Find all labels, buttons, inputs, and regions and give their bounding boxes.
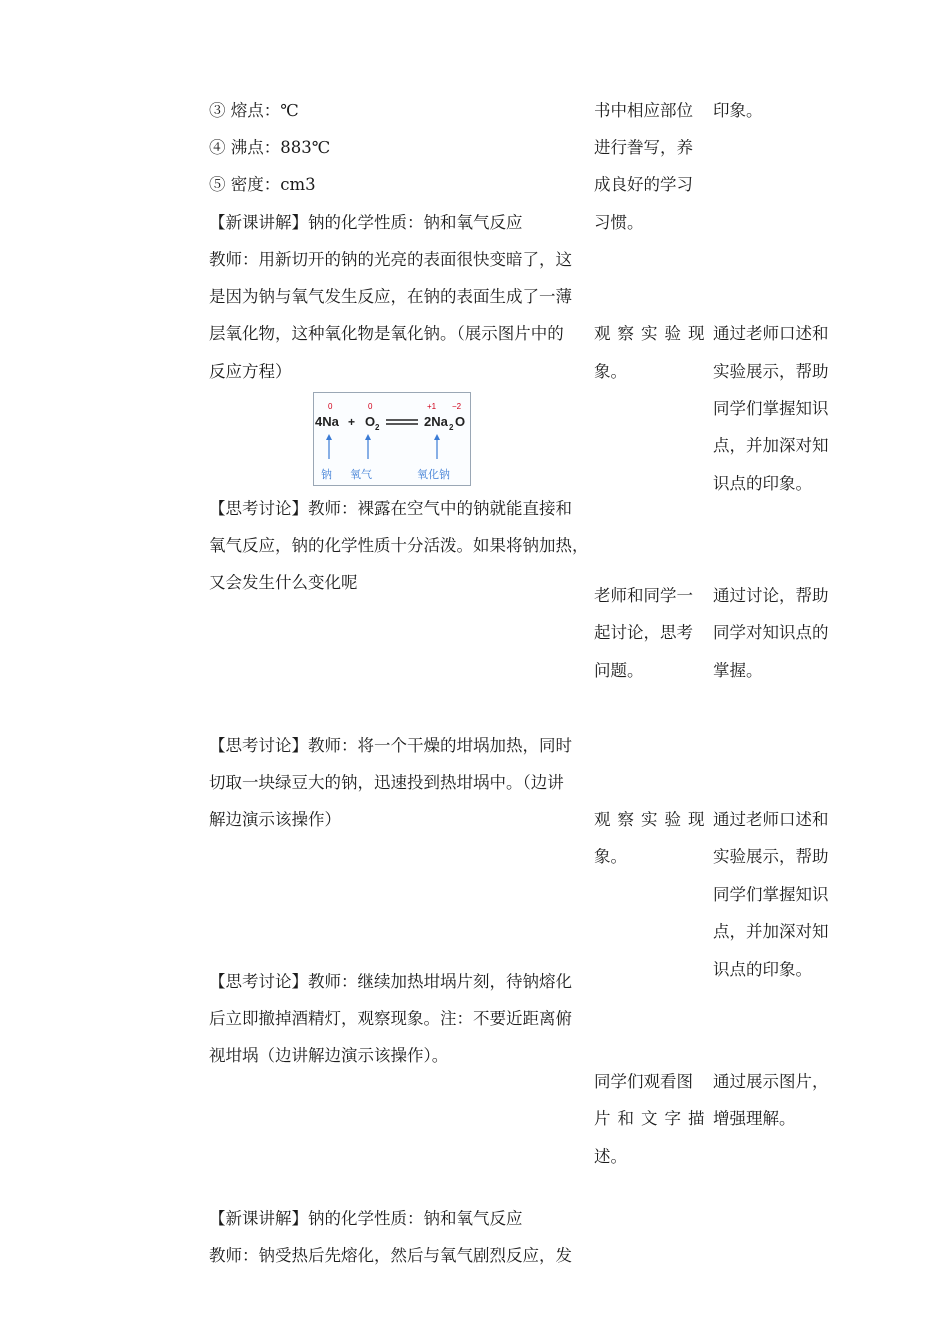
student-activity-line: 象。 (594, 362, 627, 381)
design-intent-line: 点，并加深对知 (713, 436, 829, 455)
design-intent-line: 同学们掌握知识 (713, 399, 829, 418)
design-intent-line: 实验展示，帮助 (713, 847, 829, 866)
section1-line: 反应方程） (209, 362, 292, 381)
discussion2-line: 【思考讨论】教师：将一个干燥的坩埚加热，同时 (209, 736, 572, 755)
student-activity-line: 观察实验现 (594, 810, 712, 829)
design-intent-line: 通过讨论，帮助 (713, 586, 829, 605)
design-intent-line: 识点的印象。 (713, 960, 812, 979)
discussion1-line: 又会发生什么变化呢 (209, 573, 358, 592)
equation-plus: + (348, 415, 356, 429)
design-intent-line: 同学对知识点的 (713, 623, 829, 642)
label-na2o: 氧化钠 (417, 469, 450, 481)
arrow-o2-head (365, 434, 371, 440)
oxidation-state-na-plus: +1 (427, 402, 437, 411)
discussion1-line: 氧气反应，钠的化学性质十分活泼。如果将钠加热， (209, 536, 589, 555)
arrow-na-head (326, 434, 332, 440)
label-o2: 氧气 (350, 469, 372, 481)
design-intent-line: 通过老师口述和 (713, 324, 829, 343)
section1-heading: 【新课讲解】钠的化学性质：钠和氧气反应 (209, 213, 523, 232)
discussion2-line: 解边演示该操作） (209, 810, 341, 829)
section2-heading: 【新课讲解】钠的化学性质：钠和氧气反应 (209, 1209, 523, 1228)
arrow-na2o-head (434, 434, 440, 440)
student-activity-line: 习惯。 (594, 213, 644, 232)
student-activity-line: 观察实验现 (594, 324, 712, 343)
discussion3-line: 后立即撤掉酒精灯，观察现象。注：不要近距离俯 (209, 1009, 572, 1028)
design-intent-line: 印象。 (713, 101, 763, 120)
discussion3-line: 视坩埚（边讲解边演示该操作）。 (209, 1046, 449, 1065)
design-intent-line: 识点的印象。 (713, 474, 812, 493)
oxidation-state-na: 0 (328, 402, 333, 411)
design-intent-line: 掌握。 (713, 661, 763, 680)
student-activity-line: 成良好的学习 (594, 175, 693, 194)
melting-point-line: ③ 熔点：℃ (209, 101, 299, 120)
oxidation-state-o-minus: −2 (452, 402, 462, 411)
oxidation-state-o: 0 (368, 402, 373, 411)
student-activity-line: 述。 (594, 1147, 627, 1166)
discussion2-line: 切取一块绿豆大的钠，迅速投到热坩埚中。（边讲 (209, 773, 564, 792)
section1-line: 是因为钠与氧气发生反应，在钠的表面生成了一薄 (209, 287, 572, 306)
student-activity-line: 书中相应部位 (594, 101, 693, 120)
student-activity-line: 起讨论，思考 (594, 623, 693, 642)
equation-o2-sub: 2 (375, 423, 380, 432)
design-intent-line: 点，并加深对知 (713, 922, 829, 941)
density-line: ⑤ 密度：cm3 (209, 175, 316, 194)
student-activity-line: 同学们观看图 (594, 1072, 693, 1091)
equation-na2-sub: 2 (449, 423, 454, 432)
equation-2na: 2Na (424, 414, 448, 429)
equation-o2: O (365, 414, 376, 429)
design-intent-line: 通过老师口述和 (713, 810, 829, 829)
design-intent-line: 通过展示图片， (713, 1072, 829, 1091)
student-activity-line: 片和文字描 (594, 1109, 712, 1128)
student-activity-line: 象。 (594, 847, 627, 866)
equation-4na: 4Na (315, 414, 339, 429)
discussion1-line: 【思考讨论】教师：裸露在空气中的钠就能直接和 (209, 499, 572, 518)
student-activity-line: 进行誊写，养 (594, 138, 693, 157)
reaction-equation-figure (313, 392, 471, 486)
design-intent-line: 实验展示，帮助 (713, 362, 829, 381)
design-intent-line: 同学们掌握知识 (713, 885, 829, 904)
label-na: 钠 (321, 469, 332, 481)
discussion3-line: 【思考讨论】教师：继续加热坩埚片刻，待钠熔化 (209, 972, 572, 991)
section2-line: 教师：钠受热后先熔化，然后与氧气剧烈反应，发 (209, 1246, 572, 1265)
section1-line: 教师：用新切开的钠的光亮的表面很快变暗了，这 (209, 250, 572, 269)
design-intent-line: 增强理解。 (713, 1109, 796, 1128)
student-activity-line: 问题。 (594, 661, 644, 680)
student-activity-line: 老师和同学一 (594, 586, 693, 605)
equation-o: O (455, 414, 466, 429)
section1-line: 层氧化物，这种氧化物是氧化钠。（展示图片中的 (209, 324, 564, 343)
boiling-point-line: ④ 沸点：883℃ (209, 138, 331, 157)
